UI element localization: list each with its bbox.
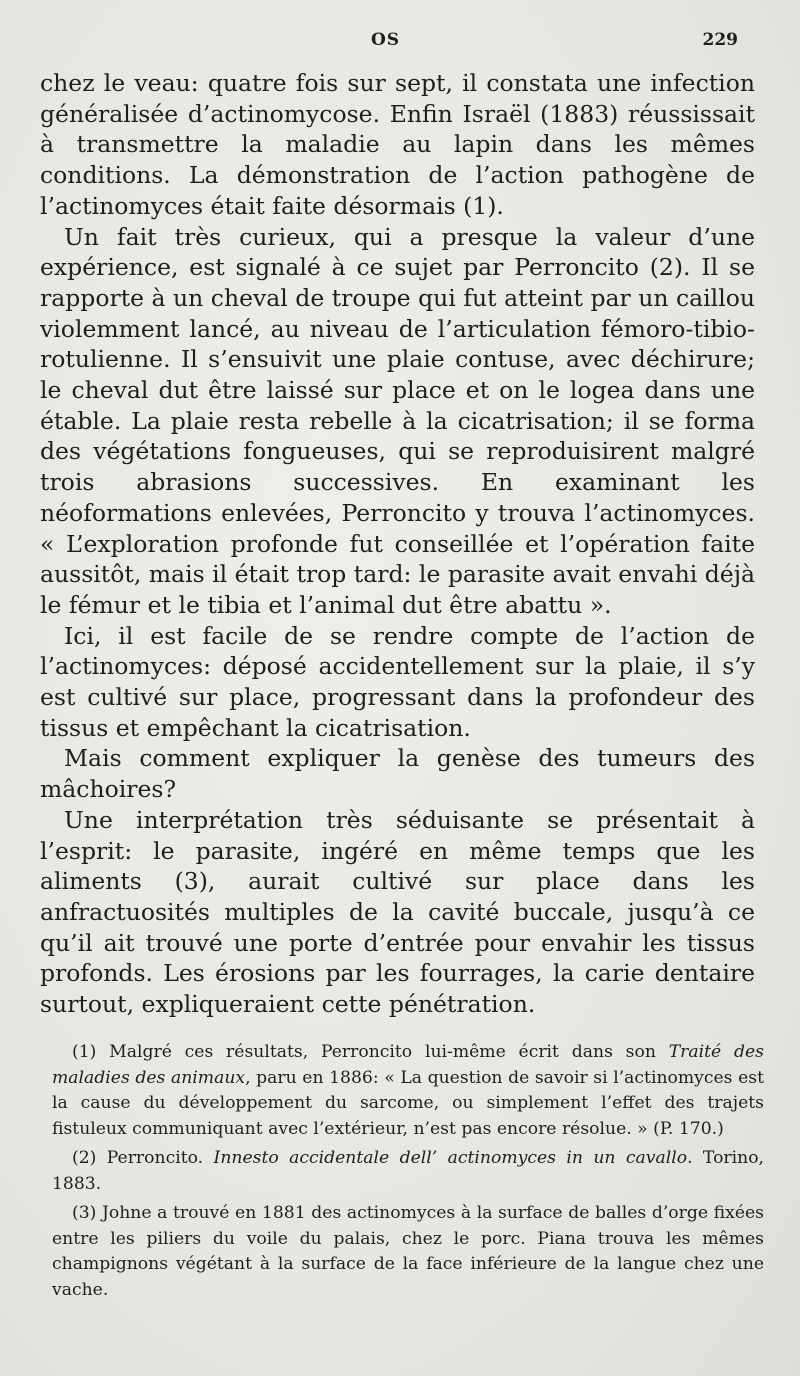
footnote-2-text-a: (2) Perroncito. xyxy=(72,1148,214,1168)
footnote-3: (3) Johne a trouvé en 1881 des actinomyces à la surface de balles d’orge fixées entre les piliers du voile du palais, chez le porc. Piana trouva les mêmes champignons végétant à la surface de la face inférieure de la langue chez une vache. xyxy=(52,1203,764,1300)
paragraph-2: Un fait très curieux, qui a presque la valeur d’une expérience, est signalé à ce sujet par Perroncito (2). Il se rapporte à un cheval de troupe qui fut atteint par un caillou violemment lancé, au niveau de l’articulation fémoro-tibio-rotulienne. Il s’ensuivit une plaie contuse, avec déchirure; le cheval dut être laissé sur place et on le logea dans une étable. La plaie resta rebelle à la cicatrisation; il se forma des végétations fongueuses, qui se reproduisirent malgré trois abrasions successives. En examinant les néoformations enlevées, Perroncito y trouva l’actinomyces. « L’exploration profonde fut conseillée et l’opération faite aussitôt, mais il était trop tard: le parasite avait envahi déjà le fémur et le tibia et l’animal dut être abattu ». xyxy=(40,222,755,619)
paragraph-4: Mais comment expliquer la genèse des tumeurs des mâchoires? xyxy=(40,744,755,804)
footnote-1-title: Traité des maladies des animaux xyxy=(52,1042,765,1088)
footnote-1 xyxy=(52,1040,764,1142)
footnote-2-title: Innesto accidentale dell’ actinomyces in un cavallo xyxy=(213,1148,688,1168)
footnote-2 xyxy=(52,1146,764,1197)
footnote-2-text-b: . Torino, 1883. xyxy=(52,1148,765,1194)
main-text xyxy=(40,68,755,1020)
footnotes xyxy=(52,1040,764,1307)
paragraph-3: Ici, il est facile de se rendre compte de l’action de l’actinomyces: déposé accidentellement sur la plaie, il s’y est cultivé sur place, progressant dans la profondeur des tissus et empêchant la cicatrisation. xyxy=(40,621,755,742)
paragraph-5: Une interprétation très séduisante se présentait à l’esprit: le parasite, ingéré en même temps que les aliments (3), aurait cultivé sur place dans les anfractuosités multiples de la cavité buccale, jusqu’à ce qu’il ait trouvé une porte d’entrée pour envahir les tissus profonds. Les érosions par les fourrages, la carie dentaire surtout, expliqueraient cette pénétration. xyxy=(40,805,755,1019)
footnote-1-text-b: , paru en 1886: « La question de savoir si l’actinomyces est la cause du développement du sarcome, ou simplement l’effet des trajets fistuleux communiquant avec l’extérieur, n’est pas encore résolue. » (P. 170.) xyxy=(52,1067,764,1139)
page-number: 229 xyxy=(702,30,738,50)
running-head: OS xyxy=(371,30,401,50)
page-header xyxy=(0,30,800,60)
paragraph-1: chez le veau: quatre fois sur sept, il constata une infection généralisée d’actinomycose. Enfin Israël (1883) réussissait à transmettre la maladie au lapin dans les mêmes conditions. La démonstration de l’action pathogène de l’actinomyces était faite désormais (1). xyxy=(40,69,755,220)
footnote-1-text-a: (1) Malgré ces résultats, Perroncito lui-même écrit dans son xyxy=(72,1042,669,1062)
